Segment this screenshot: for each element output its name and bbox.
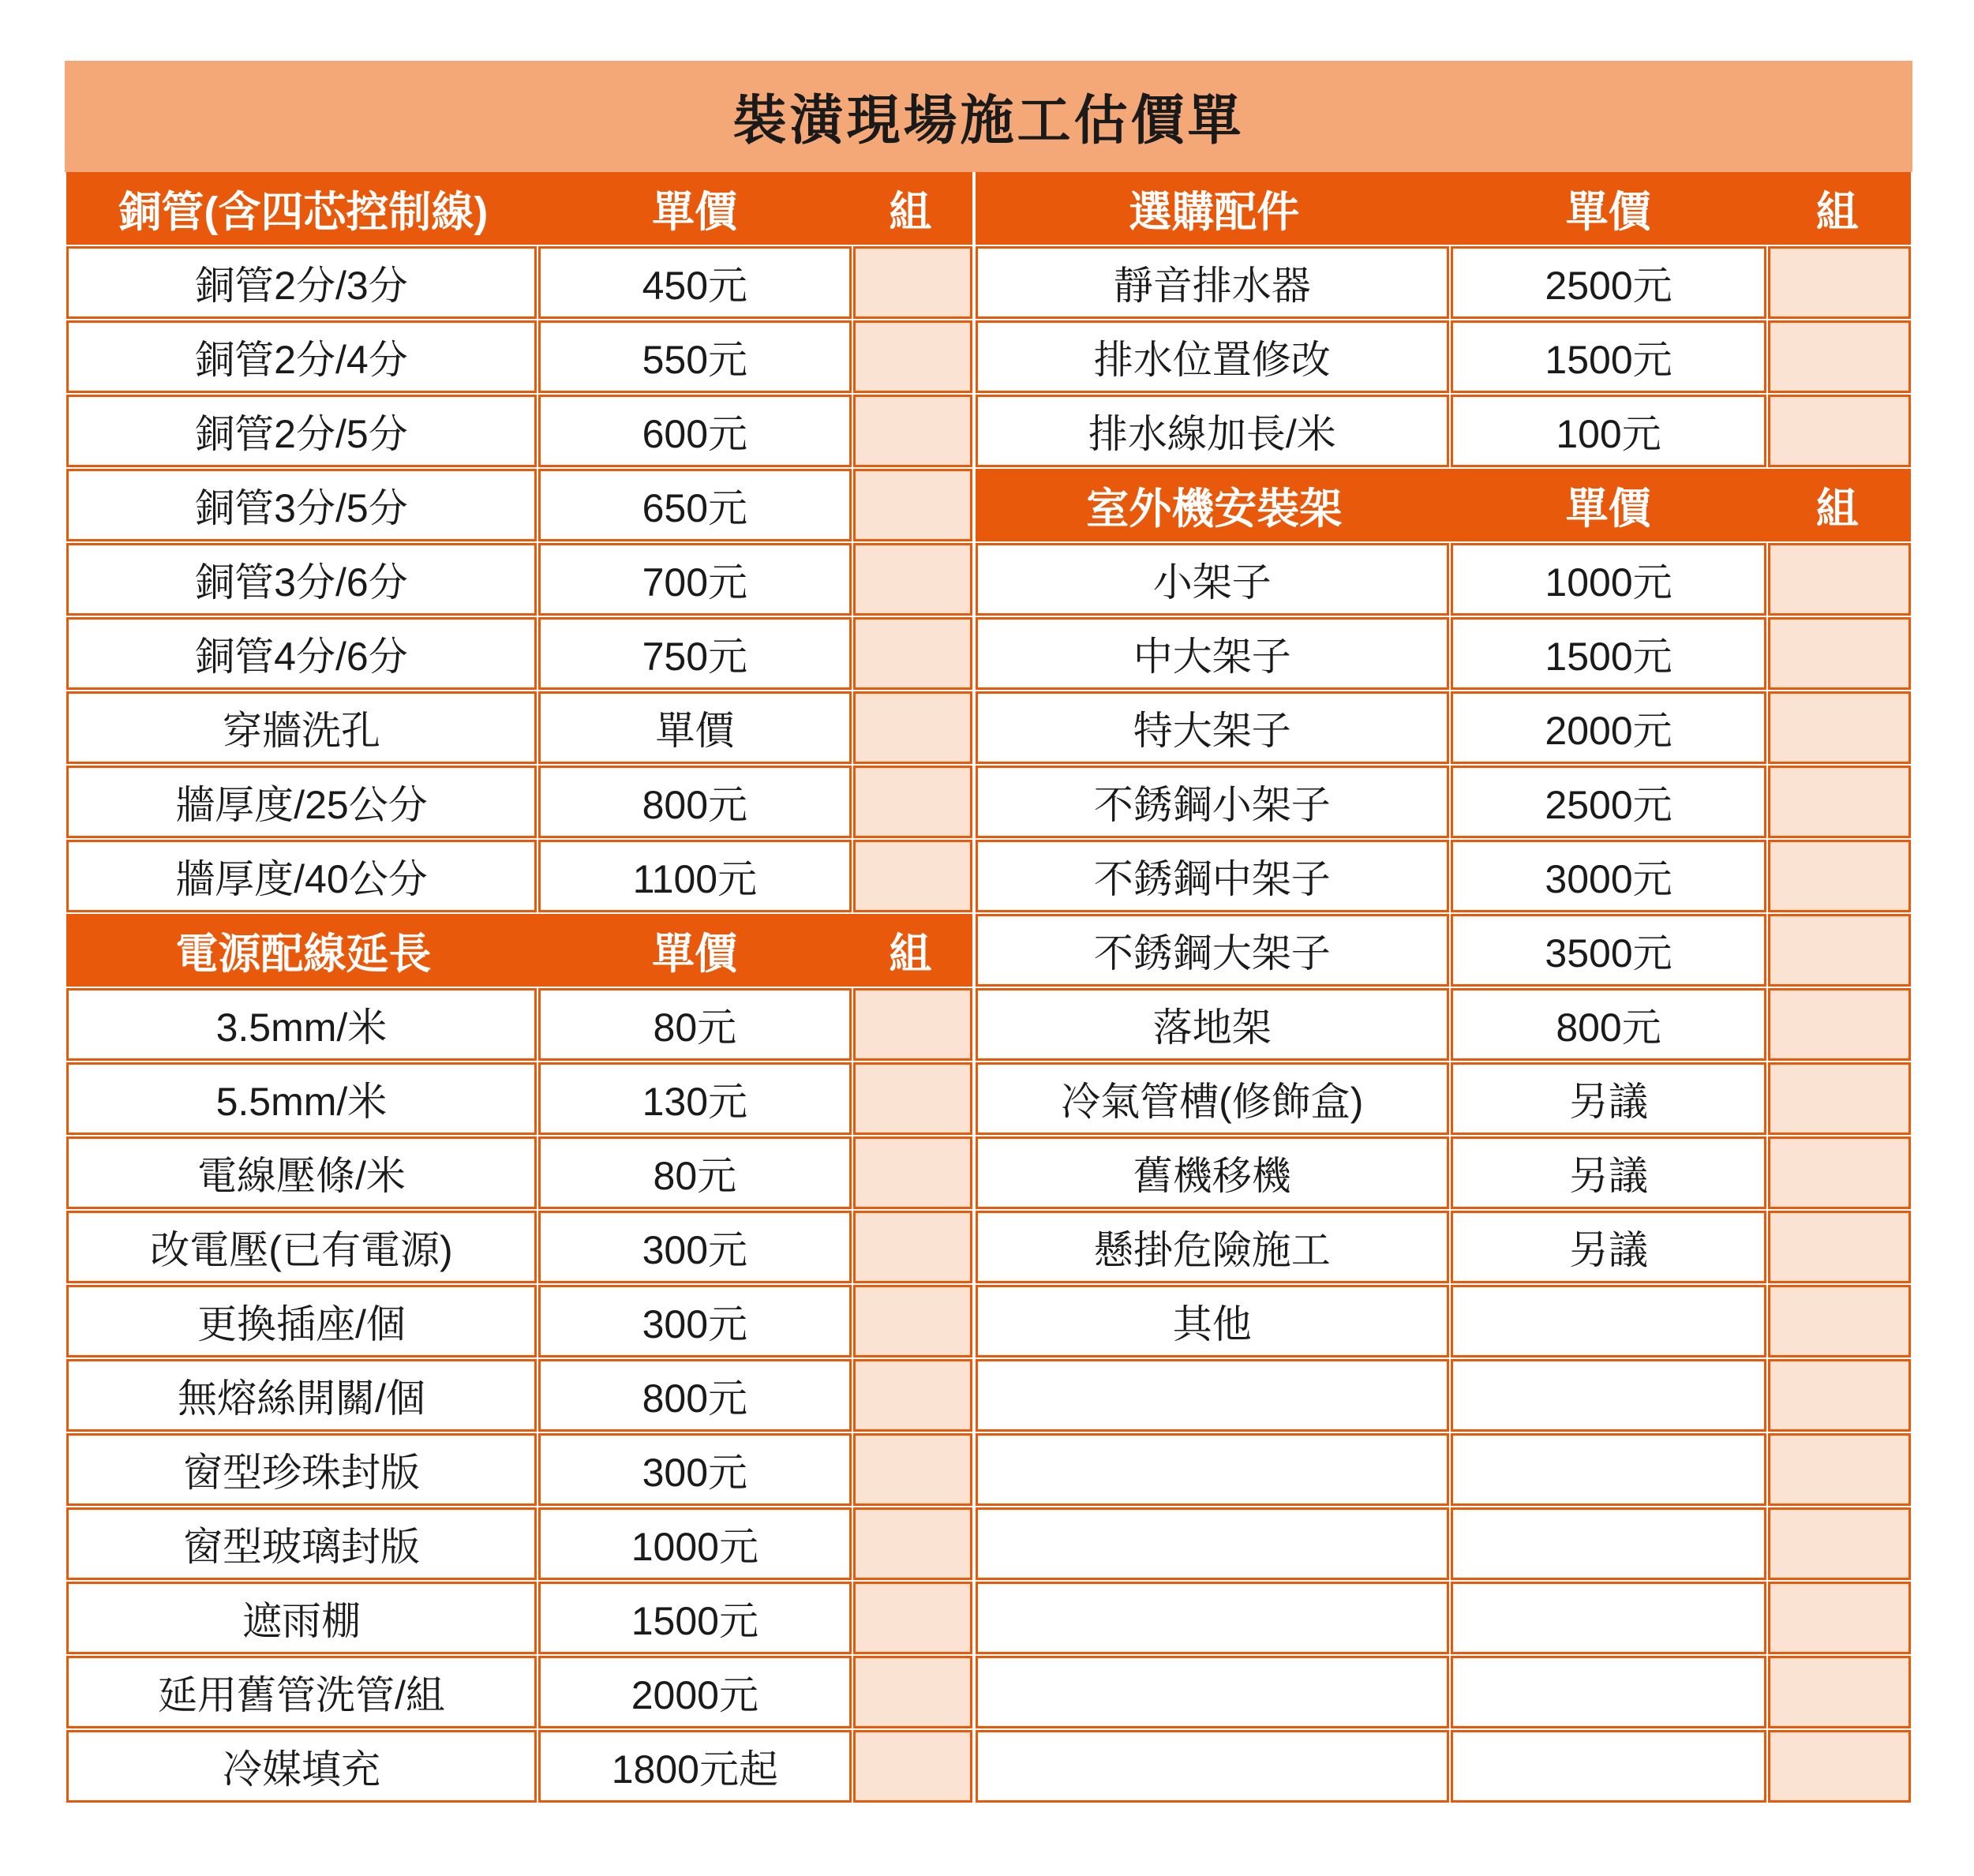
qty-cell (853, 1062, 972, 1135)
section-header (66, 914, 972, 987)
item-cell: 更換插座/個 (66, 1285, 537, 1357)
price-cell: 300元 (538, 1433, 852, 1506)
section-title: 銅管(含四芯控制線) (118, 188, 489, 236)
section-title: 電源配線延長 (175, 930, 432, 978)
price-cell (1451, 1433, 1766, 1506)
price-cell: 2500元 (1451, 766, 1766, 838)
price-cell (1451, 1582, 1766, 1654)
table-row (66, 246, 972, 319)
qty-cell (853, 1285, 972, 1357)
item-cell: 5.5mm/米 (66, 1062, 537, 1135)
table-row (976, 543, 1911, 616)
table-row (976, 246, 1911, 319)
table-row (976, 1211, 1911, 1283)
table-row (66, 988, 972, 1061)
item-cell: 窗型珍珠封版 (66, 1433, 537, 1506)
qty-cell (1768, 617, 1911, 690)
item-cell: 電線壓條/米 (66, 1136, 537, 1209)
qty-cell (853, 395, 972, 467)
item-cell (976, 1359, 1449, 1432)
price-cell: 2000元 (1451, 691, 1766, 764)
price-cell (1451, 1656, 1766, 1728)
item-cell: 不銹鋼大架子 (976, 914, 1449, 987)
left-price-table (65, 170, 974, 1804)
table-row (66, 1062, 972, 1135)
table-row (66, 1730, 972, 1803)
table-row (976, 1582, 1911, 1654)
qty-cell (1768, 1136, 1911, 1209)
item-cell: 銅管4分/6分 (66, 617, 537, 690)
item-cell: 遮雨棚 (66, 1582, 537, 1654)
price-cell: 2000元 (538, 1656, 852, 1728)
qty-column-header: 組 (889, 188, 932, 236)
item-cell: 其他 (976, 1285, 1449, 1357)
item-cell: 特大架子 (976, 691, 1449, 764)
qty-cell (1768, 543, 1911, 616)
table-row (66, 1136, 972, 1209)
table-row (976, 840, 1911, 912)
qty-cell (1768, 691, 1911, 764)
qty-cell (853, 1433, 972, 1506)
qty-cell (1768, 1062, 1911, 1135)
table-row (66, 469, 972, 541)
table-row (976, 617, 1911, 690)
qty-cell (853, 617, 972, 690)
qty-cell (1768, 320, 1911, 393)
price-cell: 2500元 (1451, 246, 1766, 319)
price-cell: 80元 (538, 988, 852, 1061)
estimate-sheet (65, 61, 1912, 1804)
item-cell: 靜音排水器 (976, 246, 1449, 319)
qty-cell (853, 1507, 972, 1580)
table-row (66, 1211, 972, 1283)
qty-cell (1768, 1211, 1911, 1283)
table-row (66, 1582, 972, 1654)
price-cell: 另議 (1451, 1211, 1766, 1283)
qty-cell (1768, 1359, 1911, 1432)
price-cell: 800元 (538, 1359, 852, 1432)
table-row (976, 1433, 1911, 1506)
price-cell: 750元 (538, 617, 852, 690)
table-row (976, 914, 1911, 987)
section-header (976, 172, 1911, 245)
price-cell: 80元 (538, 1136, 852, 1209)
price-cell: 300元 (538, 1211, 852, 1283)
price-cell: 1000元 (538, 1507, 852, 1580)
price-cell: 另議 (1451, 1062, 1766, 1135)
item-cell: 不銹鋼中架子 (976, 840, 1449, 912)
table-row (66, 1656, 972, 1728)
page-title: 裝潢現場施工估價單 (732, 91, 1245, 151)
qty-cell (1768, 246, 1911, 319)
item-cell: 銅管3分/5分 (66, 469, 537, 541)
table-row (66, 1285, 972, 1357)
qty-cell (1768, 914, 1911, 987)
qty-cell (853, 1359, 972, 1432)
price-cell: 1100元 (538, 840, 852, 912)
qty-cell (1768, 1285, 1911, 1357)
section-title: 選購配件 (1129, 188, 1300, 236)
table-row (66, 1359, 972, 1432)
section-header-row (66, 172, 972, 245)
price-cell: 600元 (538, 395, 852, 467)
price-cell: 650元 (538, 469, 852, 541)
item-cell: 穿牆洗孔 (66, 691, 537, 764)
qty-column-header: 組 (1815, 485, 1859, 533)
section-header-row (66, 914, 972, 987)
qty-cell (853, 1730, 972, 1803)
qty-cell (1768, 988, 1911, 1061)
price-cell: 另議 (1451, 1136, 1766, 1209)
qty-cell (853, 543, 972, 616)
price-cell: 3000元 (1451, 840, 1766, 912)
price-cell: 130元 (538, 1062, 852, 1135)
table-row (976, 691, 1911, 764)
price-cell: 100元 (1451, 395, 1766, 467)
item-cell (976, 1730, 1449, 1803)
table-row (66, 1507, 972, 1580)
table-row (976, 320, 1911, 393)
item-cell: 不銹鋼小架子 (976, 766, 1449, 838)
item-cell: 落地架 (976, 988, 1449, 1061)
section-title: 室外機安裝架 (1086, 485, 1343, 533)
qty-cell (853, 1582, 972, 1654)
table-row (976, 1507, 1911, 1580)
table-row (66, 395, 972, 467)
item-cell: 銅管2分/5分 (66, 395, 537, 467)
qty-cell (1768, 766, 1911, 838)
qty-cell (853, 691, 972, 764)
item-cell: 中大架子 (976, 617, 1449, 690)
price-column-header: 單價 (651, 930, 737, 978)
price-cell: 700元 (538, 543, 852, 616)
item-cell: 3.5mm/米 (66, 988, 537, 1061)
price-cell: 1800元起 (538, 1730, 852, 1803)
item-cell: 銅管2分/3分 (66, 246, 537, 319)
price-column-header: 單價 (1565, 485, 1651, 533)
qty-cell (853, 320, 972, 393)
table-row (66, 840, 972, 912)
price-cell (1451, 1507, 1766, 1580)
table-row (66, 1433, 972, 1506)
item-cell: 冷媒填充 (66, 1730, 537, 1803)
qty-column-header: 組 (889, 930, 932, 978)
item-cell: 懸掛危險施工 (976, 1211, 1449, 1283)
item-cell (976, 1582, 1449, 1654)
table-row (976, 1062, 1911, 1135)
table-row (976, 1656, 1911, 1728)
table-row (66, 320, 972, 393)
table-row (976, 988, 1911, 1061)
tables-container (65, 170, 1912, 1804)
price-cell (1451, 1359, 1766, 1432)
item-cell (976, 1507, 1449, 1580)
qty-cell (853, 766, 972, 838)
table-row (976, 1359, 1911, 1432)
price-cell: 1500元 (538, 1582, 852, 1654)
price-cell: 450元 (538, 246, 852, 319)
qty-cell (1768, 1730, 1911, 1803)
qty-cell (853, 1211, 972, 1283)
qty-cell (1768, 395, 1911, 467)
item-cell: 窗型玻璃封版 (66, 1507, 537, 1580)
item-cell: 排水線加長/米 (976, 395, 1449, 467)
qty-cell (853, 469, 972, 541)
qty-cell (853, 246, 972, 319)
price-column-header: 單價 (651, 188, 737, 236)
section-header (66, 172, 972, 245)
item-cell: 改電壓(已有電源) (66, 1211, 537, 1283)
qty-cell (853, 1656, 972, 1728)
item-cell: 銅管3分/6分 (66, 543, 537, 616)
qty-cell (1768, 1582, 1911, 1654)
section-header-row (976, 172, 1911, 245)
item-cell: 牆厚度/40公分 (66, 840, 537, 912)
price-cell: 單價 (538, 691, 852, 764)
qty-column-header: 組 (1815, 188, 1859, 236)
qty-cell (853, 840, 972, 912)
qty-cell (1768, 1433, 1911, 1506)
price-column-header: 單價 (1565, 188, 1651, 236)
item-cell: 銅管2分/4分 (66, 320, 537, 393)
price-cell (1451, 1285, 1766, 1357)
qty-cell (1768, 1507, 1911, 1580)
section-header-row (976, 469, 1911, 541)
price-cell: 300元 (538, 1285, 852, 1357)
item-cell: 牆厚度/25公分 (66, 766, 537, 838)
price-cell: 1500元 (1451, 617, 1766, 690)
table-row (976, 1136, 1911, 1209)
price-cell: 550元 (538, 320, 852, 393)
price-cell (1451, 1730, 1766, 1803)
table-row (976, 395, 1911, 467)
qty-cell (1768, 1656, 1911, 1728)
item-cell: 延用舊管洗管/組 (66, 1656, 537, 1728)
table-row (976, 766, 1911, 838)
item-cell: 排水位置修改 (976, 320, 1449, 393)
table-row (66, 543, 972, 616)
section-header (976, 469, 1911, 541)
qty-cell (1768, 840, 1911, 912)
price-cell: 3500元 (1451, 914, 1766, 987)
price-cell: 800元 (1451, 988, 1766, 1061)
table-row (66, 617, 972, 690)
sheet-title-bar (65, 61, 1912, 172)
item-cell: 無熔絲開關/個 (66, 1359, 537, 1432)
qty-cell (853, 988, 972, 1061)
right-price-table (974, 170, 1912, 1804)
item-cell: 小架子 (976, 543, 1449, 616)
table-row (976, 1285, 1911, 1357)
item-cell (976, 1433, 1449, 1506)
price-cell: 1000元 (1451, 543, 1766, 616)
table-row (66, 691, 972, 764)
price-cell: 800元 (538, 766, 852, 838)
item-cell: 舊機移機 (976, 1136, 1449, 1209)
qty-cell (853, 1136, 972, 1209)
item-cell (976, 1656, 1449, 1728)
item-cell: 冷氣管槽(修飾盒) (976, 1062, 1449, 1135)
price-cell: 1500元 (1451, 320, 1766, 393)
table-row (976, 1730, 1911, 1803)
table-row (66, 766, 972, 838)
